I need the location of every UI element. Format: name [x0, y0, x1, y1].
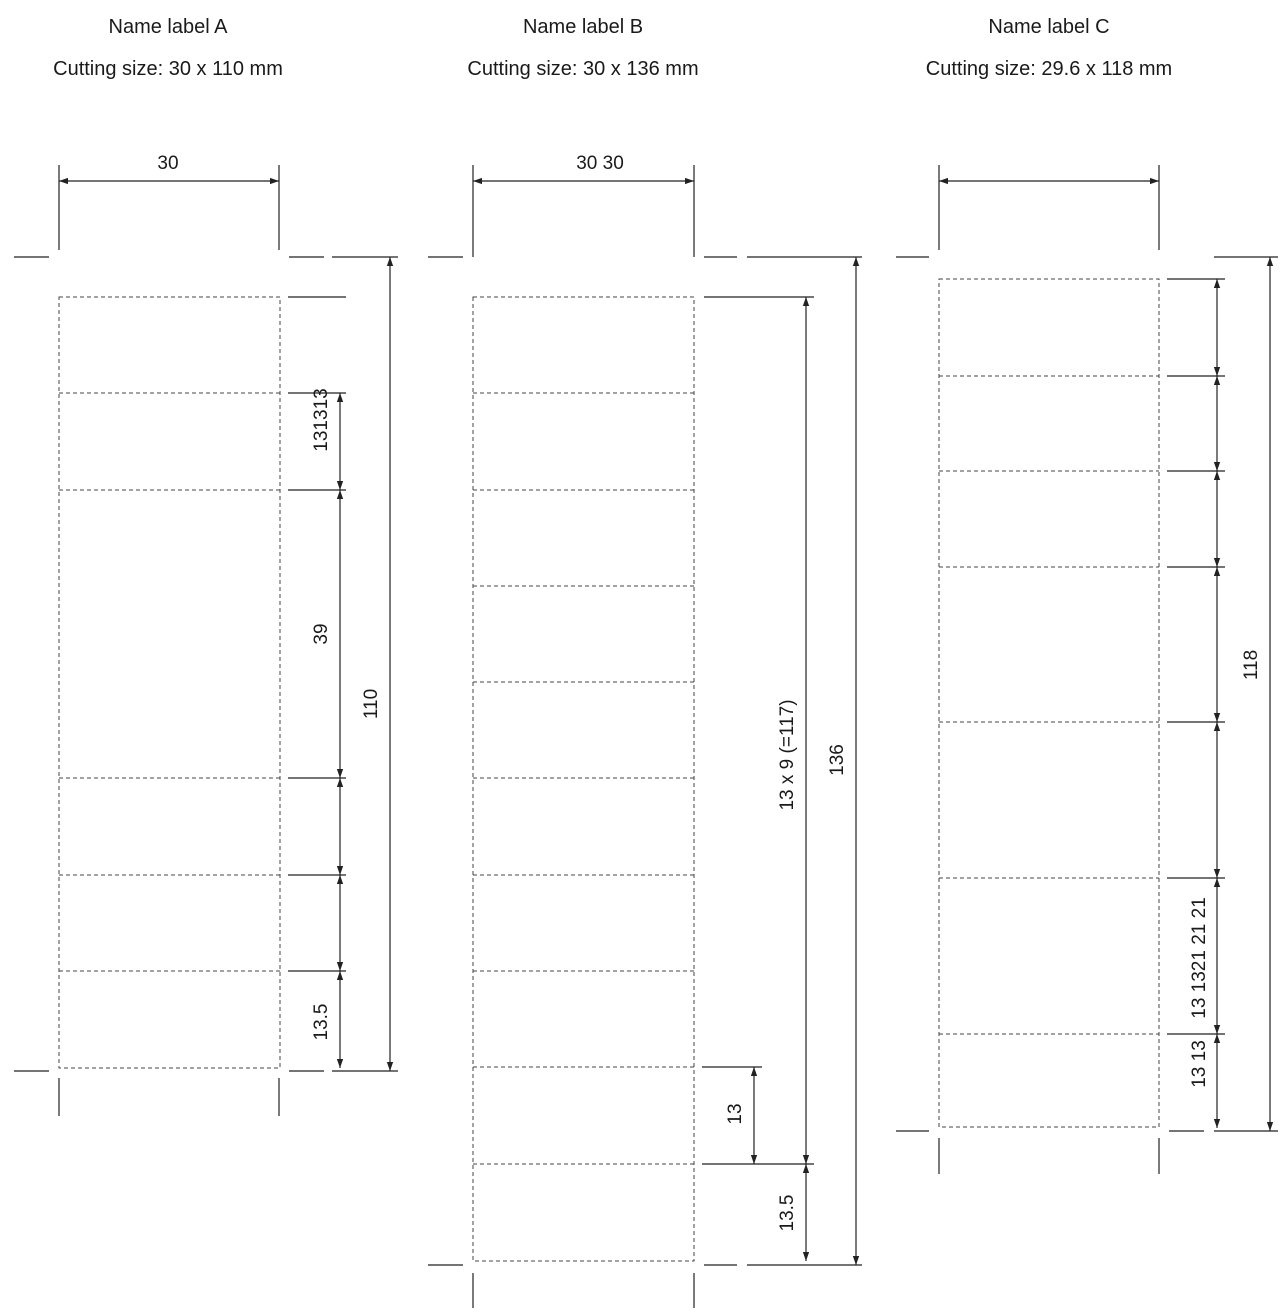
label-a-bottom-dim: 13.5	[311, 1003, 332, 1041]
label-a-outline	[59, 297, 280, 1068]
label-a-title: Name label A	[108, 16, 228, 38]
label-b-width-value: 30 30	[576, 153, 624, 174]
label-a-drawing	[14, 153, 398, 1116]
label-b-drawing	[428, 153, 862, 1308]
label-b-outline	[473, 297, 694, 1261]
label-a-width-value: 30	[157, 153, 179, 174]
label-a-row-dim-1: 131313	[311, 388, 332, 452]
label-c-drawing	[896, 165, 1278, 1174]
label-b-cutting-size: Cutting size: 30 x 136 mm	[467, 58, 699, 80]
label-a-cutting-size: Cutting size: 30 x 110 mm	[53, 58, 283, 80]
label-b-title: Name label B	[522, 16, 644, 38]
label-c-bottom-dim: 13 13	[1189, 1040, 1210, 1088]
label-b-row-dim: 13	[725, 1103, 746, 1125]
label-c-cutting-size: Cutting size: 29.6 x 118 mm	[925, 58, 1173, 80]
label-b-bottom-dim: 13.5	[777, 1194, 798, 1232]
label-b-total-dim: 136	[827, 744, 848, 776]
label-b-stack-dim: 13 x 9 (=117)	[777, 699, 798, 811]
label-a-total-dim: 110	[361, 688, 382, 720]
label-c-title: Name label C	[988, 16, 1110, 38]
label-a-row-dim-2: 39	[311, 623, 332, 645]
label-c-outline	[939, 279, 1159, 1127]
label-c-lower-dim: 13 1321 21 21	[1189, 897, 1210, 1019]
label-c-total-dim: 118	[1241, 649, 1262, 681]
